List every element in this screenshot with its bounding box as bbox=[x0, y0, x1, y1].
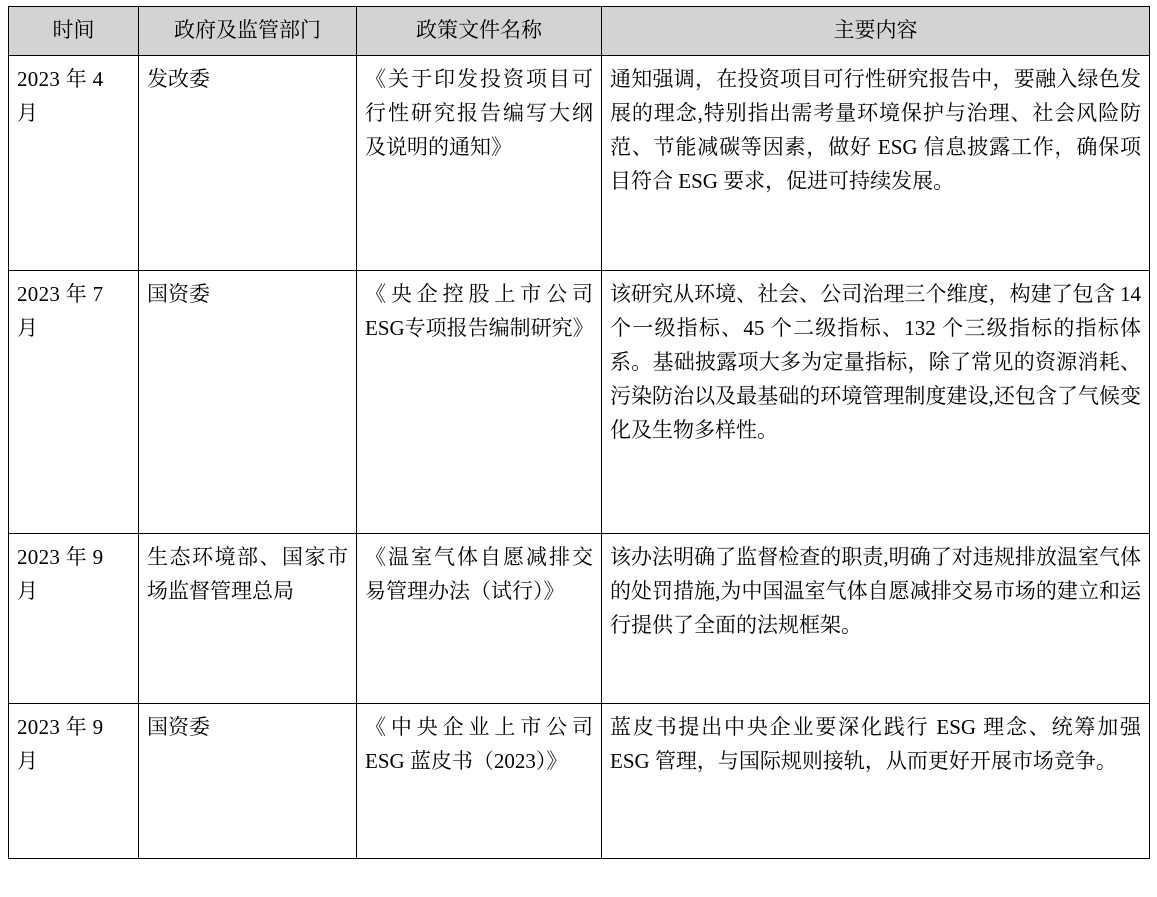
cell-department: 生态环境部、国家市场监督管理总局 bbox=[139, 534, 357, 704]
cell-time: 2023 年 9 月 bbox=[9, 704, 139, 859]
cell-department: 国资委 bbox=[139, 271, 357, 534]
table-body bbox=[9, 56, 1150, 859]
cell-main-content: 蓝皮书提出中央企业要深化践行 ESG 理念、统筹加强 ESG 管理，与国际规则接轨，从而更好开展市场竞争。 bbox=[602, 704, 1150, 859]
policy-table bbox=[8, 6, 1150, 859]
cell-document-name: 《温室气体自愿减排交易管理办法（试行）》 bbox=[357, 534, 602, 704]
table-row bbox=[9, 704, 1150, 859]
column-header-document-name: 政策文件名称 bbox=[357, 7, 602, 56]
table-row bbox=[9, 56, 1150, 271]
cell-main-content: 通知强调，在投资项目可行性研究报告中，要融入绿色发展的理念,特别指出需考量环境保护与治理、社会风险防范、节能减碳等因素，做好 ESG 信息披露工作，确保项目符合 ESG 要求，促进可持续发展。 bbox=[602, 56, 1150, 271]
cell-main-content: 该研究从环境、社会、公司治理三个维度，构建了包含 14 个一级指标、45 个二级指标、132 个三级指标的指标体系。基础披露项大多为定量指标，除了常见的资源消耗、污染防治以及最基础的环境管理制度建设,还包含了气候变化及生物多样性。 bbox=[602, 271, 1150, 534]
cell-department: 国资委 bbox=[139, 704, 357, 859]
cell-document-name: 《央企控股上市公司ESG专项报告编制研究》 bbox=[357, 271, 602, 534]
table-header-row bbox=[9, 7, 1150, 56]
cell-document-name: 《中央企业上市公司 ESG 蓝皮书（2023）》 bbox=[357, 704, 602, 859]
cell-time: 2023 年 7 月 bbox=[9, 271, 139, 534]
column-header-department: 政府及监管部门 bbox=[139, 7, 357, 56]
table-header bbox=[9, 7, 1150, 56]
cell-time: 2023 年 9 月 bbox=[9, 534, 139, 704]
cell-time: 2023 年 4 月 bbox=[9, 56, 139, 271]
table-row bbox=[9, 534, 1150, 704]
column-header-main-content: 主要内容 bbox=[602, 7, 1150, 56]
cell-main-content: 该办法明确了监督检查的职责,明确了对违规排放温室气体的处罚措施,为中国温室气体自愿减排交易市场的建立和运行提供了全面的法规框架。 bbox=[602, 534, 1150, 704]
table-row bbox=[9, 271, 1150, 534]
cell-document-name: 《关于印发投资项目可行性研究报告编写大纲及说明的通知》 bbox=[357, 56, 602, 271]
cell-department: 发改委 bbox=[139, 56, 357, 271]
column-header-time: 时间 bbox=[9, 7, 139, 56]
